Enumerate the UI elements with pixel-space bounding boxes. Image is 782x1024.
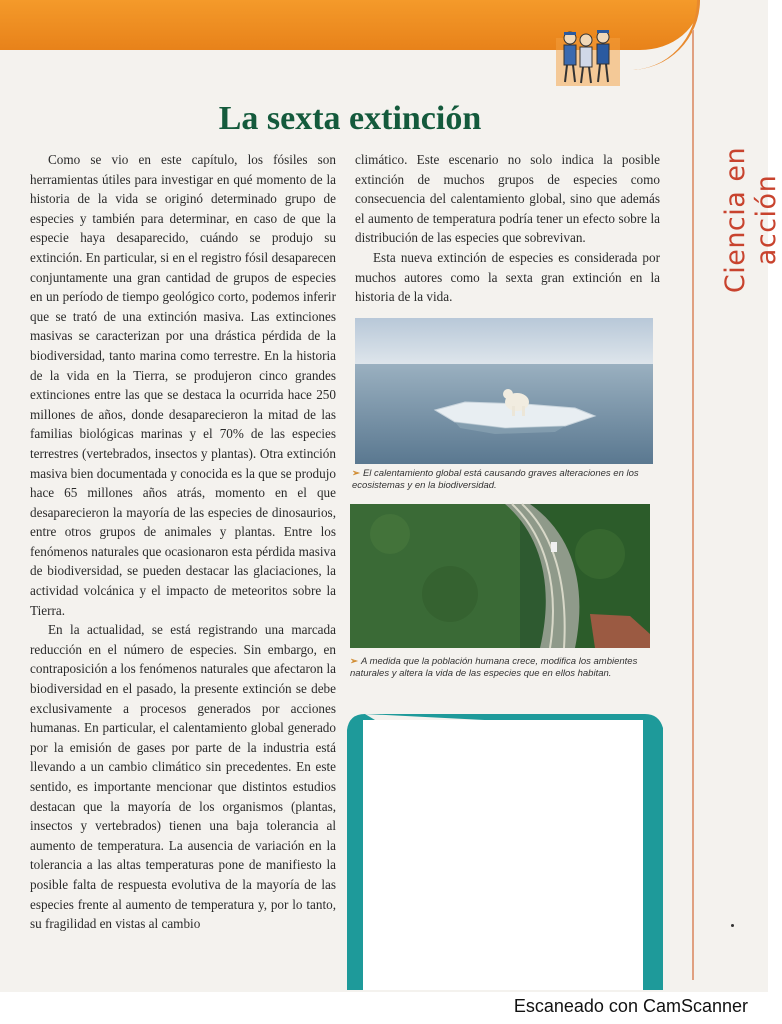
scanner-watermark-bar <box>0 992 768 1024</box>
side-rail <box>692 30 694 980</box>
paragraph: En la actualidad, se está registrando una marcada reducción en el número de especies. Sin embargo, en contraposición a los fenómenos naturales que afectaron la biodiversidad en el pasado, la presente extinción se debe exclusivamente a procesos generados por acciones humanas. En particular, el calentamiento global generado por la emisión de gases por parte de la industria está llevando a un cambio climático sin precedentes. En este sentido, es importante mencionar que distintos estudios destacan que la mayoría de los organismos (plantas, insectos y vertebrados) tienen una baja tolerancia al aumento de temperatura. La ausencia de variación en la tolerancia a las altas temperaturas pone de manifiesto la posible falta de respuesta evolutiva de la mayoría de las especies frente al aumento de temperatura y, por lo tanto, su fragilidad en vistas al cambio <box>30 622 336 932</box>
caption-arrow-icon: ➢ <box>352 468 360 479</box>
figure-caption <box>352 468 652 492</box>
paragraph: Esta nueva extinción de especies es considerada por muchos autores como la sexta gran extinción en la historia de la vida. <box>355 249 660 305</box>
caption-arrow-icon: ➢ <box>350 656 358 667</box>
paragraph: Como se vio en este capítulo, los fósiles son herramientas útiles para investigar en qué momento de la historia de la vida se originó determinado grupo de especies y también para determinar, en caso de que la especie haya desaparecido, cuándo se produjo su extinción. En particular, si en el registro fósil desaparecen conjuntamente una gran cantidad de grupos de especies en un período de tiempo geológico corto, podemos inferir que se trató de una extinción masiva. Las extinciones masivas se caracterizan por una drástica pérdida de la biodiversidad, tanto marina como terrestre. En la historia de la vida en la Tierra, se produjeron cinco grandes extinciones entre las que se destaca la ocurrida hace 250 millones de años, donde desaparecieron la mitad de las familias biológicas marinas y el 70% de las especies terrestres (vertebrados, insectos y plantas). Otra extinción masiva bien documentada y conocida es la que se produjo hace 65 millones años atrás, momento en el que desaparecieron la mayoría de las especies de dinosaurios, entre otros grupos de animales y plantas. Entre los fenómenos naturales que ocasionaron esta pérdida masiva de biodiversidad, se pueden destacar las glaciaciones, la actividad volcánica y el impacto de meteoritos sobre la Tierra. <box>30 152 336 618</box>
highway-forest-photo <box>350 504 650 648</box>
scan-speck <box>731 924 734 927</box>
content-box <box>345 712 669 990</box>
mascot-group-icon <box>556 28 620 86</box>
paragraph: climático. Este escenario no solo indica la posible extinción de muchos grupos de especies como consecuencia del calentamiento global, sino que además el aumento de temperatura podría tener un efecto sobre la distribución de las especies que sobrevivan. <box>355 152 660 246</box>
left-column <box>30 150 336 934</box>
caption-text: El calentamiento global está causando graves alteraciones en los ecosistemas y en la biodiversidad. <box>352 468 639 491</box>
header-band-curve <box>620 0 700 70</box>
scanner-watermark: Escaneado con CamScanner <box>513 996 748 1016</box>
page-title: La sexta extinción <box>218 100 482 137</box>
figure-caption <box>350 656 650 680</box>
polar-bear-photo <box>355 318 653 464</box>
caption-text: A medida que la población humana crece, modifica los ambientes naturales y altera la vida de las especies que en ellos habitan. <box>350 656 638 679</box>
right-column <box>355 150 660 307</box>
section-label: Ciencia en acción <box>720 146 782 294</box>
